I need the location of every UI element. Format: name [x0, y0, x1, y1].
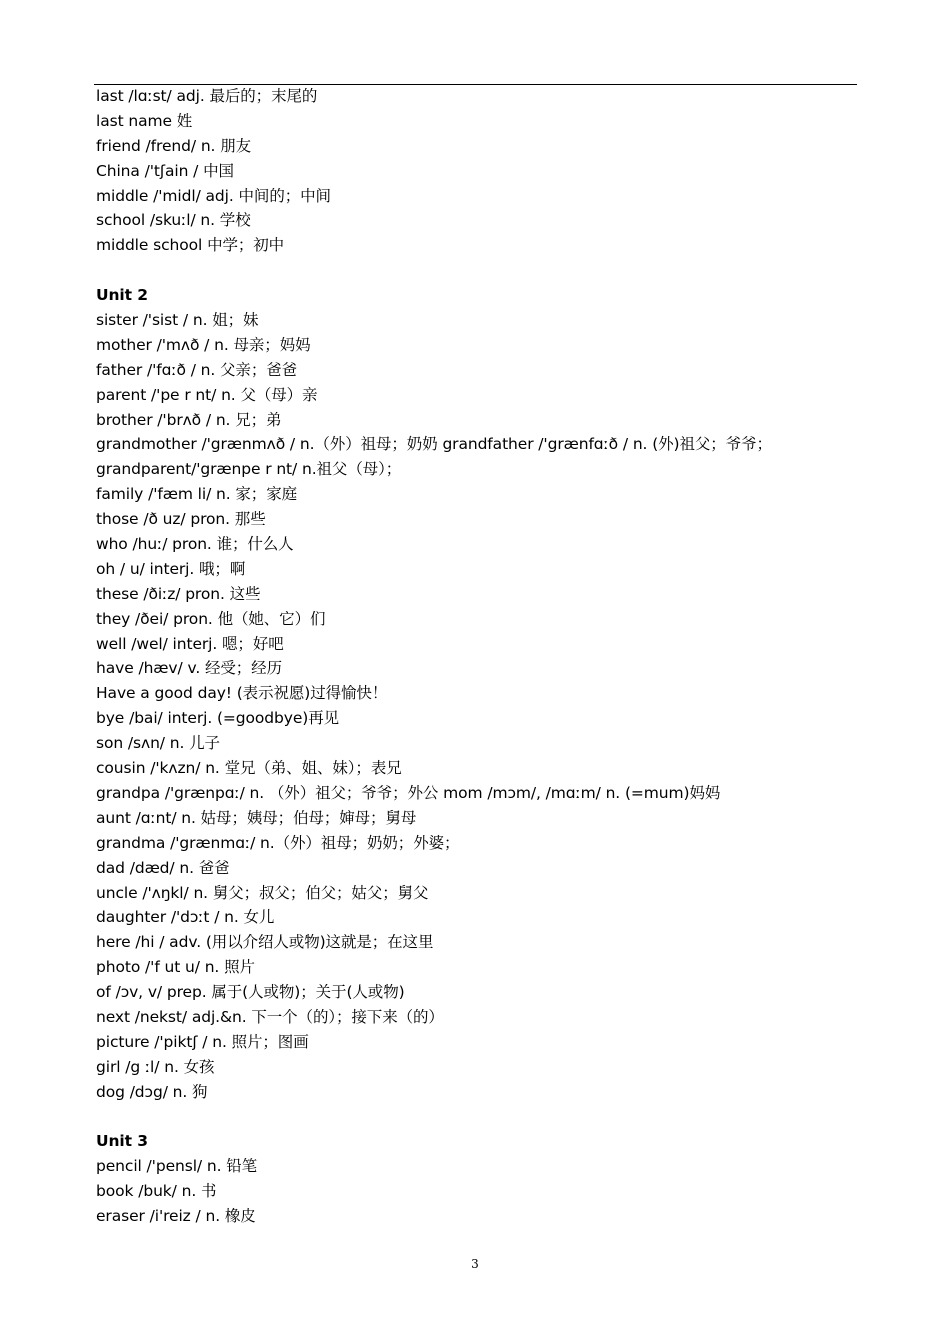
vocabulary-list — [96, 84, 896, 1229]
vocabulary-entry: oh / u/ interj. 哦；啊 — [96, 559, 246, 578]
vocabulary-entry: family /'fæm li/ n. 家；家庭 — [96, 485, 297, 504]
vocabulary-entry: dog /dɔg/ n. 狗 — [96, 1082, 208, 1101]
vocabulary-entry: daughter /'dɔːt / n. 女儿 — [96, 908, 275, 927]
vocabulary-entry: book /buk/ n. 书 — [96, 1182, 217, 1201]
vocabulary-entry: photo /'f ut u/ n. 照片 — [96, 958, 255, 977]
vocabulary-entry: grandmother /'grænmʌð / n.（外）祖母；奶奶 grandfather /'grænfɑːð / n. (外)祖父；爷爷； — [96, 435, 772, 454]
vocabulary-entry: Have a good day! (表示祝愿)过得愉快！ — [96, 684, 388, 703]
vocabulary-entry: these /ðiːz/ pron. 这些 — [96, 584, 261, 603]
vocabulary-entry: uncle /'ʌŋkl/ n. 舅父；叔父；伯父；姑父；舅父 — [96, 883, 429, 902]
vocabulary-entry: brother /'brʌð / n. 兄；弟 — [96, 410, 282, 429]
vocabulary-entry: last /lɑːst/ adj. 最后的；末尾的 — [96, 87, 318, 105]
vocabulary-entry: of /ɔv, v/ prep. 属于(人或物)；关于(人或物) — [96, 983, 405, 1002]
vocabulary-entry: last name 姓 — [96, 111, 193, 130]
vocabulary-entry: parent /'pe r nt/ n. 父（母）亲 — [96, 385, 318, 404]
page-number: 3 — [471, 1257, 479, 1271]
vocabulary-entry: picture /'piktʃ / n. 照片；图画 — [96, 1032, 309, 1051]
vocabulary-entry: grandma /'grænmɑː/ n.（外）祖母；奶奶；外婆； — [96, 833, 460, 852]
blank-line — [96, 1105, 896, 1130]
vocabulary-entry: bye /bai/ interj. (=goodbye)再见 — [96, 709, 340, 728]
blank-line — [96, 258, 896, 283]
unit-heading: Unit 3 — [96, 1132, 148, 1151]
vocabulary-entry: cousin /'kʌzn/ n. 堂兄（弟、姐、妹）；表兄 — [96, 759, 402, 778]
vocabulary-entry: sister /'sist / n. 姐；妹 — [96, 311, 259, 330]
vocabulary-entry: father /'fɑːð / n. 父亲；爸爸 — [96, 360, 298, 379]
vocabulary-entry: girl /g ːl/ n. 女孩 — [96, 1057, 215, 1076]
vocabulary-entry: middle school 中学；初中 — [96, 236, 285, 255]
vocabulary-entry: aunt /ɑːnt/ n. 姑母；姨母；伯母；婶母；舅母 — [96, 808, 417, 827]
vocabulary-entry: here /hi / adv. (用以介绍人或物)这就是；在这里 — [96, 933, 434, 952]
vocabulary-entry: middle /'midl/ adj. 中间的；中间 — [96, 186, 331, 205]
vocabulary-entry: grandparent/'grænpe r nt/ n.祖父（母）； — [96, 460, 402, 479]
vocabulary-entry: son /sʌn/ n. 儿子 — [96, 734, 220, 753]
vocabulary-entry: eraser /i'reiz / n. 橡皮 — [96, 1207, 256, 1226]
vocabulary-entry: they /ðei/ pron. 他（她、它）们 — [96, 609, 326, 628]
vocabulary-entry: have /hæv/ v. 经受；经历 — [96, 659, 282, 678]
vocabulary-entry: school /skuːl/ n. 学校 — [96, 211, 251, 230]
vocabulary-entry: China /'tʃain / 中国 — [96, 161, 234, 180]
vocabulary-entry: next /nekst/ adj.&n. 下一个（的）；接下来（的） — [96, 1007, 444, 1026]
vocabulary-entry: pencil /'pensl/ n. 铅笔 — [96, 1157, 258, 1176]
vocabulary-entry: dad /dæd/ n. 爸爸 — [96, 858, 230, 877]
unit-heading: Unit 2 — [96, 286, 148, 305]
vocabulary-entry: mother /'mʌð / n. 母亲；妈妈 — [96, 335, 311, 354]
vocabulary-entry: those /ð uz/ pron. 那些 — [96, 510, 266, 529]
vocabulary-entry: who /huː/ pron. 谁；什么人 — [96, 535, 294, 554]
vocabulary-entry: well /wel/ interj. 嗯；好吧 — [96, 634, 284, 653]
vocabulary-entry: grandpa /'grænpɑː/ n. （外）祖父；爷爷；外公 mom /mɔm/, /mɑːm/ n. (=mum)妈妈 — [96, 783, 721, 802]
vocabulary-entry: friend /frend/ n. 朋友 — [96, 136, 251, 155]
